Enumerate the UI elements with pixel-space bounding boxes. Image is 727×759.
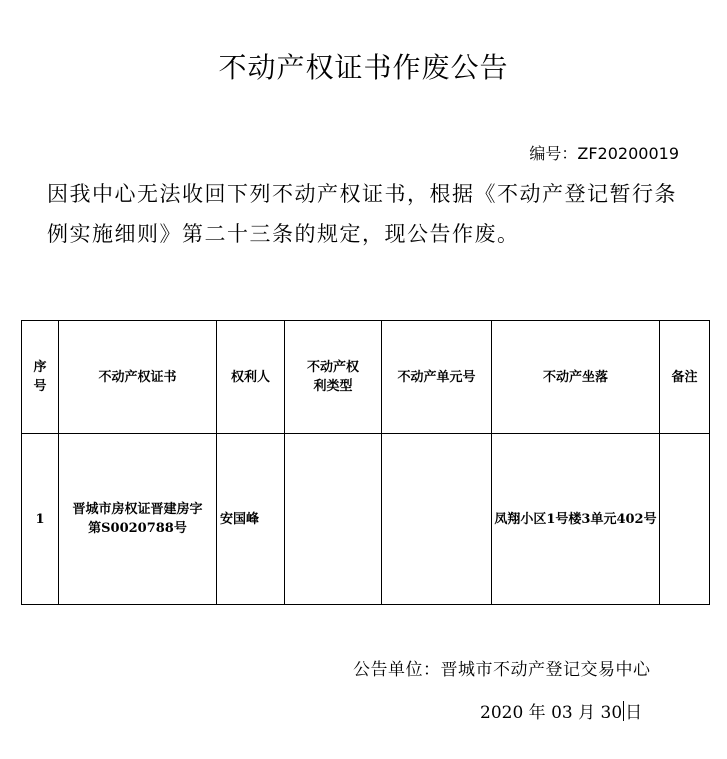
cell-location: 凤翔小区1号楼3单元402号 <box>492 434 660 605</box>
notice-body: 因我中心无法收回下列不动产权证书，根据《不动产登记暂行条例实施细则》第二十三条的规定，现公告作废。 <box>47 182 677 246</box>
issuing-unit: 公告单位：晋城市不动产登记交易中心 <box>353 660 651 680</box>
cell-unit-number <box>382 434 492 605</box>
cell-holder: 安国峰 <box>217 434 285 605</box>
date-month-unit: 月 <box>578 703 596 723</box>
cell-serial: 1 <box>22 434 59 605</box>
table-header-row <box>22 321 710 434</box>
header-right-type: 不动产权利类型 <box>285 321 382 434</box>
cell-certificate: 晋城市房权证晋建房字第S0020788号 <box>59 434 217 605</box>
notice-date <box>480 698 642 723</box>
header-unit-number: 不动产单元号 <box>382 321 492 434</box>
date-month: 03 <box>551 703 573 723</box>
header-holder: 权利人 <box>217 321 285 434</box>
date-year: 2020 <box>480 703 524 723</box>
date-day-unit: 日 <box>625 703 643 723</box>
date-year-unit: 年 <box>528 703 546 723</box>
page-title: 不动产权证书作废公告 <box>218 51 509 84</box>
cell-remarks <box>660 434 710 605</box>
certificate-table <box>21 320 710 605</box>
header-certificate: 不动产权证书 <box>59 321 217 434</box>
table-row <box>22 434 710 605</box>
header-remarks: 备注 <box>660 321 710 434</box>
header-location: 不动产坐落 <box>492 321 660 434</box>
document-number: 编号：ZF20200019 <box>529 144 679 163</box>
date-day: 30 <box>600 703 623 723</box>
header-serial: 序号 <box>22 321 59 434</box>
cell-right-type <box>285 434 382 605</box>
